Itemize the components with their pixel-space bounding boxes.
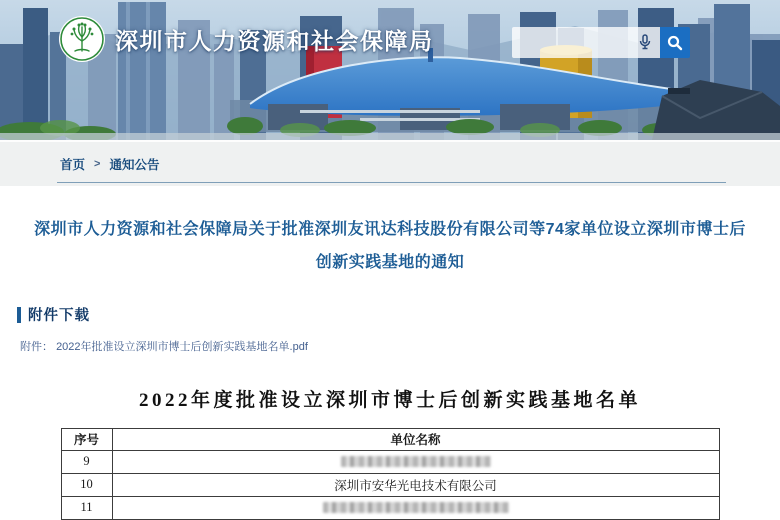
attachment-section-title: 附件下载	[28, 308, 90, 324]
article-title: 深圳市人力资源和社会保障局关于批准深圳友讯达科技股份有限公司等74家单位设立深圳市博士后创新实践基地的通知	[34, 221, 746, 271]
bureau-logo-icon	[58, 15, 106, 63]
breadcrumb	[57, 142, 726, 183]
table-row	[61, 450, 719, 473]
pdf-preview	[0, 385, 780, 520]
attachment-section-header	[17, 304, 780, 325]
redacted-text-block	[323, 502, 509, 513]
attachment-prefix-label: 附件：	[20, 341, 53, 353]
search-box	[512, 27, 690, 58]
column-header-unit-name: 单位名称	[112, 428, 719, 450]
row-no: 10	[61, 473, 112, 496]
section-marker-bar	[17, 307, 21, 323]
row-no: 9	[61, 450, 112, 473]
redacted-text-block	[341, 456, 491, 467]
search-icon	[667, 35, 683, 51]
roster-table	[61, 428, 720, 520]
site-banner	[0, 0, 780, 140]
site-title: 深圳市人力资源和社会保障局	[115, 27, 434, 54]
voice-search-icon[interactable]	[636, 33, 654, 51]
roster-title: 2022年度批准设立深圳市博士后创新实践基地名单	[138, 390, 641, 411]
breadcrumb-home-link[interactable]: 首页	[60, 158, 86, 172]
row-unit-name-redacted	[112, 496, 719, 519]
article	[0, 213, 780, 520]
attachment-row	[20, 338, 780, 354]
breadcrumb-current-link[interactable]: 通知公告	[109, 158, 160, 172]
search-button[interactable]	[660, 27, 690, 58]
column-header-no: 序号	[61, 428, 112, 450]
table-row	[61, 473, 719, 496]
table-row	[61, 496, 719, 519]
row-unit-name-redacted	[112, 450, 719, 473]
row-no: 11	[61, 496, 112, 519]
breadcrumb-separator: >	[94, 158, 101, 170]
brand	[58, 15, 434, 63]
attachment-pdf-link[interactable]: 2022年批准设立深圳市博士后创新实践基地名单.pdf	[56, 341, 308, 353]
table-header-row	[61, 428, 719, 450]
breadcrumb-bar	[0, 140, 780, 186]
row-unit-name: 深圳市安华光电技术有限公司	[112, 473, 719, 496]
